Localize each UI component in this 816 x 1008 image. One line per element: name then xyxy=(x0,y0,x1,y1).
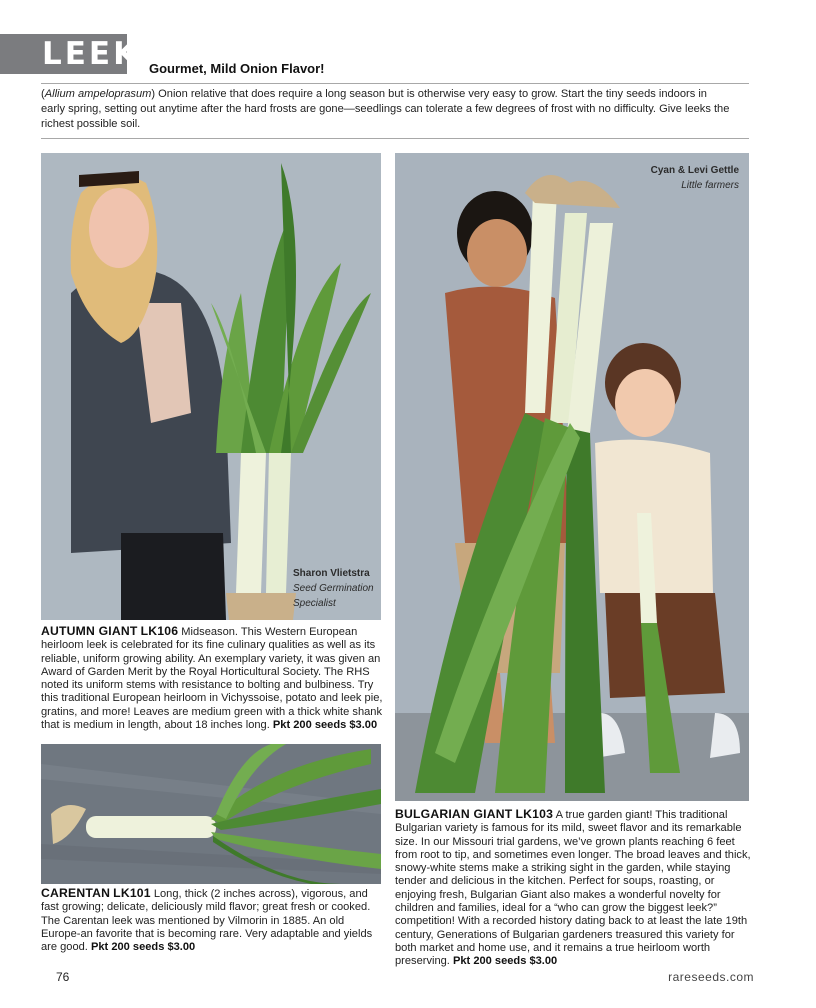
bulgarian-person-role: Little farmers xyxy=(681,180,739,191)
bulgarian-giant-text: A true garden giant! This traditional Bulgarian variety is famous for its mild, sweet flavor and its remarkable size. In our Missouri trial gardens, we’ve grown plants reaching 6 feet from root to tip, and sometimes even longer. The broad leaves and thick, snowy-white stems make a striking sight in the garden, while staying tender and delicious in the kitchen. Perfect for soups, roasting, or enjoying fresh, Bulgarian Giant also makes a wonderful novelty for children and families, ideal for a “who can grow the biggest leek?” competition! With a recorded history dating back to at least the late 19th century, Generations of Bulgarian gardeners treasured this variety for both market and home use, and it remains a true heirloom worth preserving. xyxy=(395,809,751,968)
autumn-person-name: Sharon Vlietstra xyxy=(293,568,370,579)
intro-rule xyxy=(41,138,749,139)
intro-text: ) Onion relative that does require a long season but is otherwise very easy to grow. Start the tiny seeds indoors in early spring, setting out anytime after the hard frosts are gone—seedlings can tolerate a few degrees of frost with no difficulty. Give leeks the richest possible soil. xyxy=(41,88,730,130)
bulgarian-person-name: Cyan & Levi Gettle xyxy=(650,165,739,176)
autumn-giant-illustration xyxy=(41,153,381,620)
autumn-giant-name: AUTUMN GIANT xyxy=(41,624,138,638)
carentan-price: Pkt 200 seeds $3.00 xyxy=(90,941,196,954)
autumn-person-role-1: Seed Germination xyxy=(293,583,374,594)
autumn-person-role-2: Specialist xyxy=(293,598,336,609)
section-subtitle: Gourmet, Mild Onion Flavor! xyxy=(149,61,325,76)
carentan-name: CARENTAN xyxy=(41,886,111,900)
website-link[interactable]: rareseeds.com xyxy=(668,970,754,984)
bulgarian-giant-code: LK103 xyxy=(515,807,554,821)
section-tab: LEEK xyxy=(0,34,127,74)
autumn-giant-text: Midseason. This Western European heirloom leek is celebrated for its fine culinary qualities as well as its reliable, uniform growing ability. An exemplary variety, it was given an Award of Garden Merit by the Royal Horticultural Society. The RHS noted its uniform stems with resistance to bolting and bulbiness. Try this traditional European heirloom in Vichyssoise, potato and leek pie, gratins, and more! Leaves are medium green with a thick white shank that is medium in length, about 18 inches long. xyxy=(41,626,383,732)
autumn-giant-code: LK106 xyxy=(140,624,179,638)
carentan-text: Long, thick (2 inches across), vigorous, and fast growing; delicate, deliciously mild flavor; great fresh or cooked. The Carentan leek was mentioned by Vilmorin in 1885. An old Europe-an favorite that is becoming rare. Very adaptable and yields are good. xyxy=(41,888,373,954)
carentan-code: LK101 xyxy=(113,886,151,900)
carentan-photo xyxy=(41,744,381,884)
page-number: 76 xyxy=(56,970,70,984)
latin-name: Allium ampeloprasum xyxy=(44,88,152,100)
bulgarian-giant-name: BULGARIAN GIANT xyxy=(395,807,513,821)
header-rule xyxy=(41,83,749,84)
bulgarian-giant-price: Pkt 200 seeds $3.00 xyxy=(452,955,558,968)
bulgarian-giant-photo xyxy=(395,153,749,801)
autumn-giant-description xyxy=(41,625,383,732)
bulgarian-giant-description xyxy=(395,808,755,969)
intro-paragraph: (Allium ampeloprasum) Onion relative that does require a long season but is otherwise very easy to grow. Start the tiny seeds indoors in early spring, setting out anytime after the hard frosts are gone—seedlings can tolerate a few degrees of frost with no difficulty. Give leeks the richest possible soil. xyxy=(41,88,730,130)
carentan-description xyxy=(41,887,383,954)
carentan-illustration xyxy=(41,744,381,884)
bulgarian-giant-illustration xyxy=(395,153,749,801)
autumn-giant-photo xyxy=(41,153,381,620)
autumn-giant-price: Pkt 200 seeds $3.00 xyxy=(272,719,378,732)
